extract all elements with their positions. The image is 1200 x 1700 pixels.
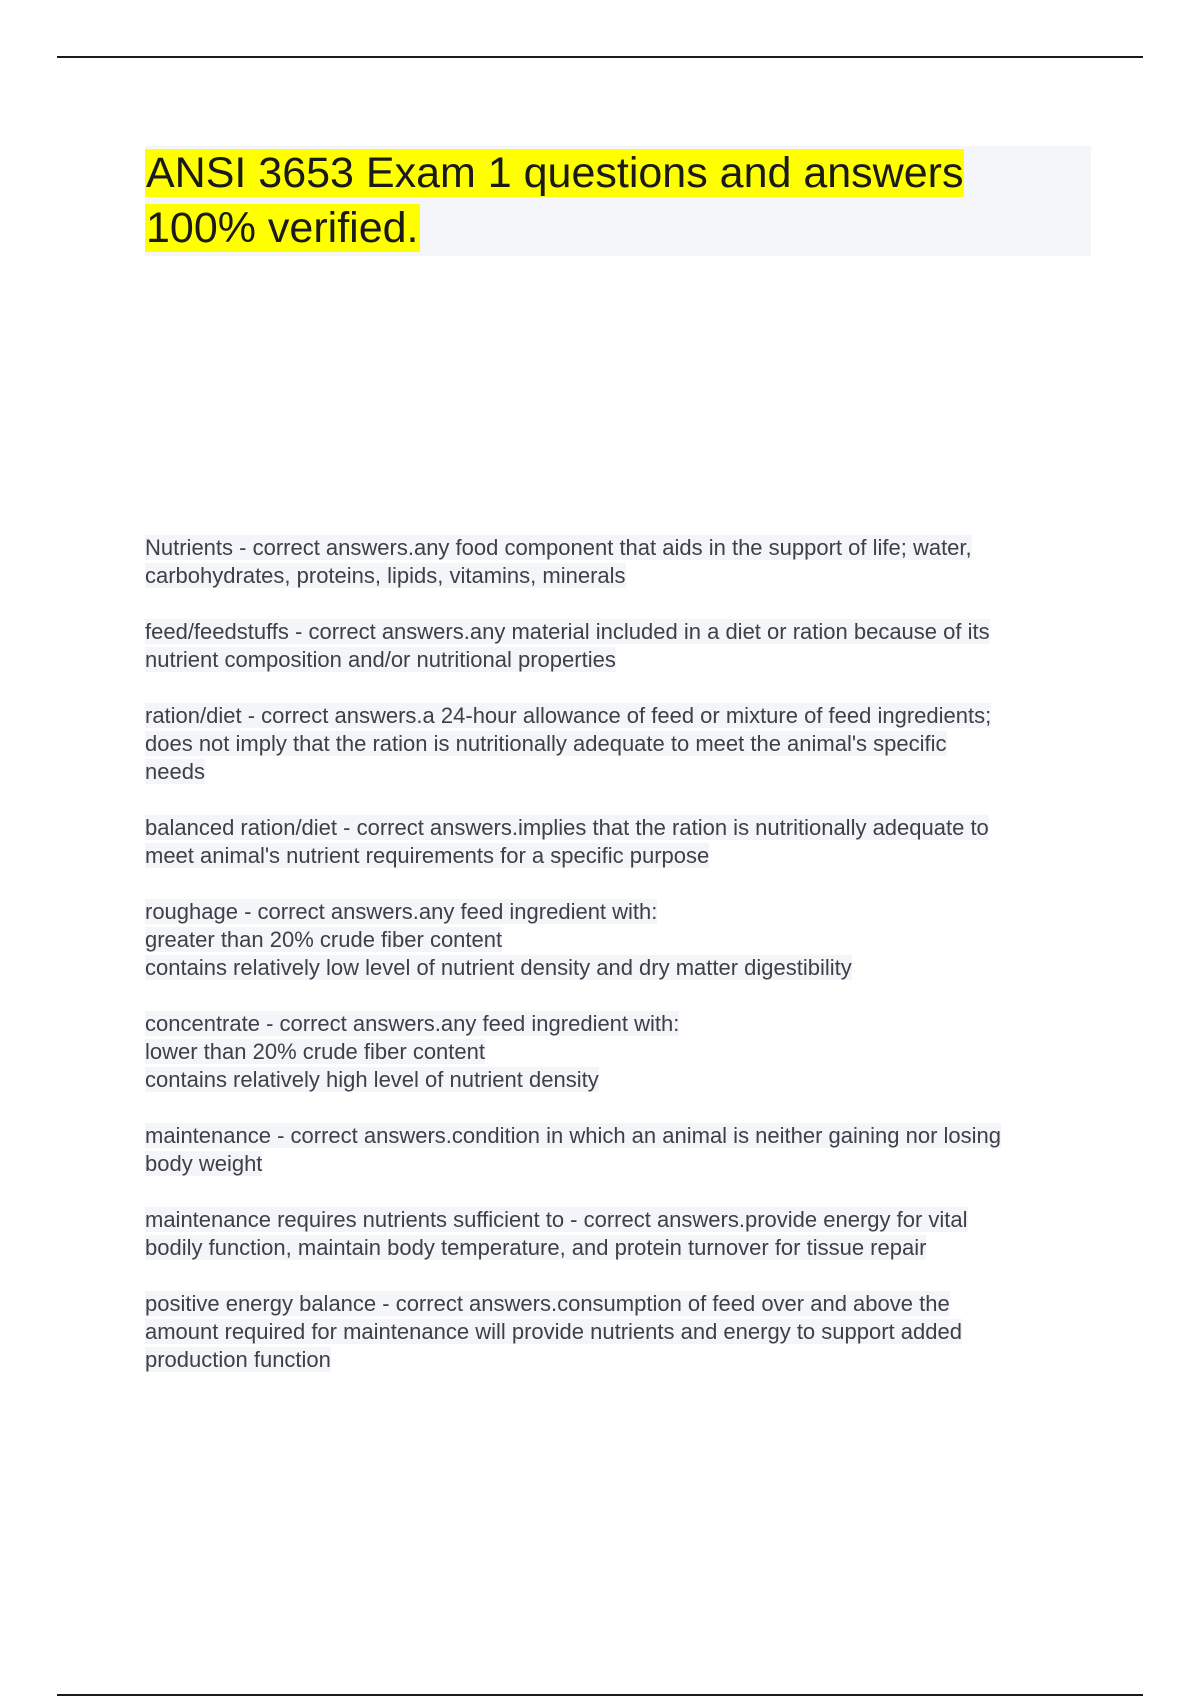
qa-entry-balanced-ration xyxy=(145,814,1091,870)
entry-line: contains relatively high level of nutrient density xyxy=(145,1067,599,1092)
entry-line: greater than 20% crude fiber content xyxy=(145,927,503,952)
entry-line: bodily function, maintain body temperature, and protein turnover for tissue repair xyxy=(145,1235,927,1260)
qa-list xyxy=(145,534,1091,1402)
qa-entry-roughage xyxy=(145,898,1091,982)
qa-entry-ration-diet xyxy=(145,702,1091,786)
entry-line: meet animal's nutrient requirements for a specific purpose xyxy=(145,843,710,868)
entry-line: balanced ration/diet - correct answers.implies that the ration is nutritionally adequate to xyxy=(145,815,989,840)
entry-line: ration/diet - correct answers.a 24-hour allowance of feed or mixture of feed ingredients; xyxy=(145,703,992,728)
entry-line: roughage - correct answers.any feed ingredient with: xyxy=(145,899,658,924)
qa-entry-positive-energy-balance xyxy=(145,1290,1091,1374)
qa-entry-concentrate xyxy=(145,1010,1091,1094)
entry-line: maintenance - correct answers.condition in which an animal is neither gaining nor losing xyxy=(145,1123,1002,1148)
entry-line: needs xyxy=(145,759,205,784)
entry-line: production function xyxy=(145,1347,331,1372)
entry-line: maintenance requires nutrients sufficient to - correct answers.provide energy for vital xyxy=(145,1207,968,1232)
entry-line: amount required for maintenance will provide nutrients and energy to support added xyxy=(145,1319,962,1344)
top-rule xyxy=(57,56,1143,58)
entry-line: positive energy balance - correct answers.consumption of feed over and above the xyxy=(145,1291,950,1316)
entry-line: nutrient composition and/or nutritional properties xyxy=(145,647,616,672)
entry-line: body weight xyxy=(145,1151,263,1176)
entry-line: does not imply that the ration is nutritionally adequate to meet the animal's specific xyxy=(145,731,947,756)
entry-line: concentrate - correct answers.any feed ingredient with: xyxy=(145,1011,680,1036)
entry-line: contains relatively low level of nutrient density and dry matter digestibility xyxy=(145,955,852,980)
qa-entry-nutrients xyxy=(145,534,1091,590)
qa-entry-maintenance xyxy=(145,1122,1091,1178)
qa-entry-feedstuffs xyxy=(145,618,1091,674)
bottom-rule xyxy=(57,1694,1143,1696)
title-line-2: 100% verified. xyxy=(146,204,419,252)
entry-line: lower than 20% crude fiber content xyxy=(145,1039,485,1064)
page-title xyxy=(145,146,1091,256)
qa-entry-maintenance-requirements xyxy=(145,1206,1091,1262)
title-block xyxy=(145,146,1091,256)
entry-line: carbohydrates, proteins, lipids, vitamins, minerals xyxy=(145,563,626,588)
title-line-1: ANSI 3653 Exam 1 questions and answers xyxy=(146,149,964,197)
entry-line: feed/feedstuffs - correct answers.any material included in a diet or ration because of its xyxy=(145,619,990,644)
entry-line: Nutrients - correct answers.any food component that aids in the support of life; water, xyxy=(145,535,972,560)
